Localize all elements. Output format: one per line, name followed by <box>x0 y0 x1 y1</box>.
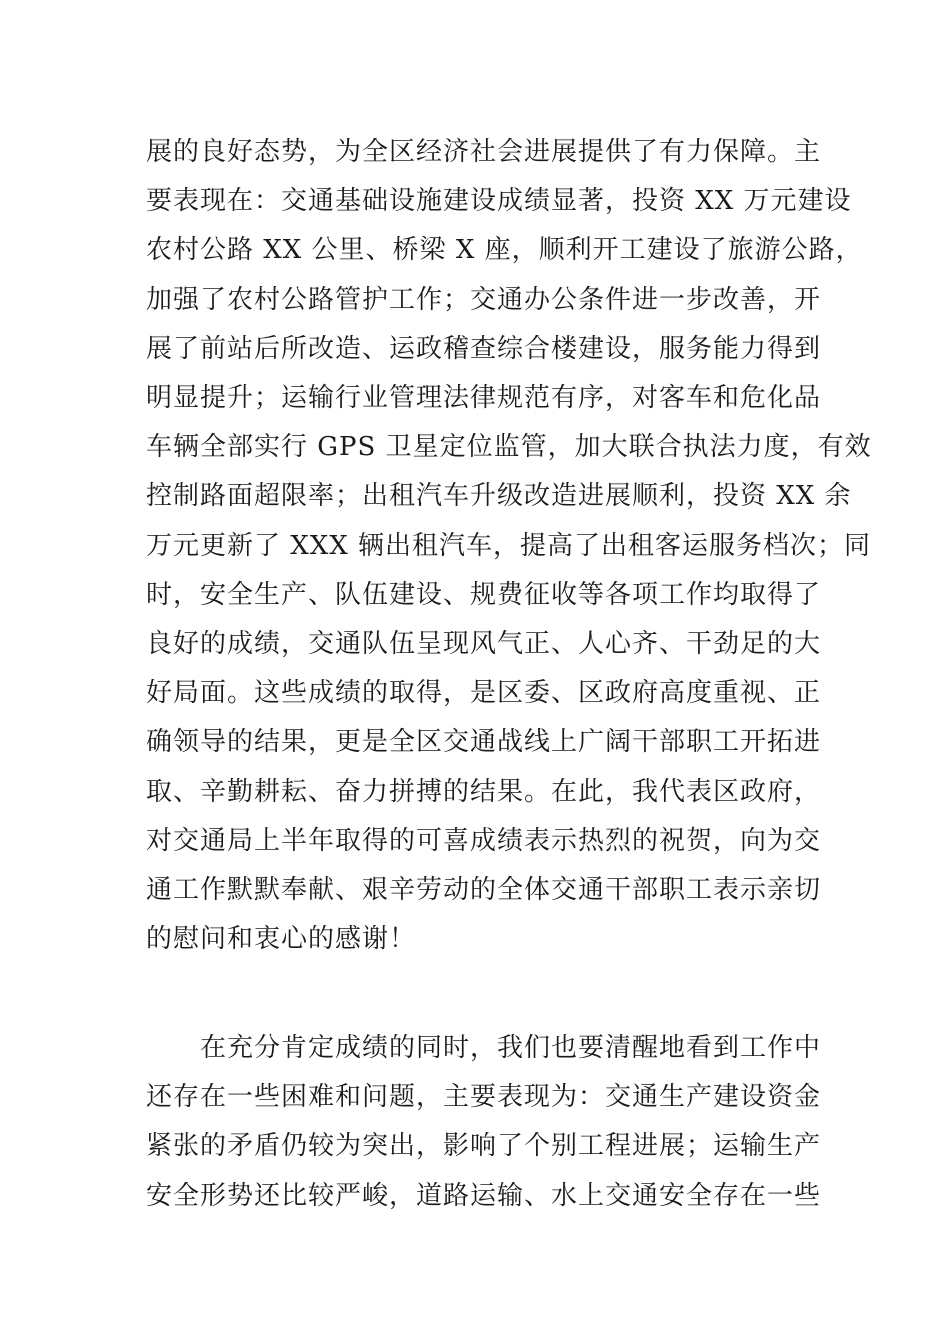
text-line: 的慰问和衷心的感谢！ <box>146 924 417 955</box>
text-line: 通工作默默奉献、艰辛劳动的全体交通干部职工表示亲切 <box>146 875 822 906</box>
text-line: 取、辛勤耕耘、奋力拼搏的结果。在此，我代表区政府， <box>146 776 822 807</box>
text-line: 对交通局上半年取得的可喜成绩表示热烈的祝贺，向为交 <box>146 825 822 856</box>
paragraph-problems <box>146 1024 822 1221</box>
text-line: 加强了农村公路管护工作；交通办公条件进一步改善，开 <box>146 284 822 315</box>
text-line: 紧张的矛盾仍较为突出，影响了个别工程进展；运输生产 <box>146 1131 822 1162</box>
text-line: 展了前站后所改造、运政稽查综合楼建设，服务能力得到 <box>146 333 822 364</box>
text-line: 确领导的结果，更是全区交通战线上广阔干部职工开拓进 <box>146 727 822 758</box>
text-line: 时，安全生产、队伍建设、规费征收等各项工作均取得了 <box>146 579 822 610</box>
text-line: 安全形势还比较严峻，道路运输、水上交通安全存在一些 <box>146 1180 822 1211</box>
text-line: 还存在一些困难和问题，主要表现为：交通生产建设资金 <box>146 1082 822 1113</box>
text-line: 要表现在：交通基础设施建设成绩显著，投资 XX 万元建设 <box>146 186 852 217</box>
text-line: 车辆全部实行 GPS 卫星定位监管，加大联合执法力度，有效 <box>146 432 872 463</box>
text-line: 控制路面超限率；出租汽车升级改造进展顺利，投资 XX 余 <box>146 481 852 512</box>
text-line: 展的良好态势，为全区经济社会进展提供了有力保障。主 <box>146 137 822 167</box>
text-line: 良好的成绩，交通队伍呈现风气正、人心齐、干劲足的大 <box>146 629 822 660</box>
text-line: 万元更新了 XXX 辆出租汽车，提高了出租客运服务档次；同 <box>146 530 872 561</box>
text-line: 明显提升；运输行业管理法律规范有序，对客车和危化品 <box>146 383 822 414</box>
text-line: 在充分肯定成绩的同时，我们也要清醒地看到工作中 <box>146 1033 822 1063</box>
text-line: 好局面。这些成绩的取得，是区委、区政府高度重视、正 <box>146 678 822 709</box>
paragraph-achievements <box>146 128 872 964</box>
text-line: 农村公路 XX 公里、桥梁 X 座，顺利开工建设了旅游公路， <box>146 235 863 266</box>
